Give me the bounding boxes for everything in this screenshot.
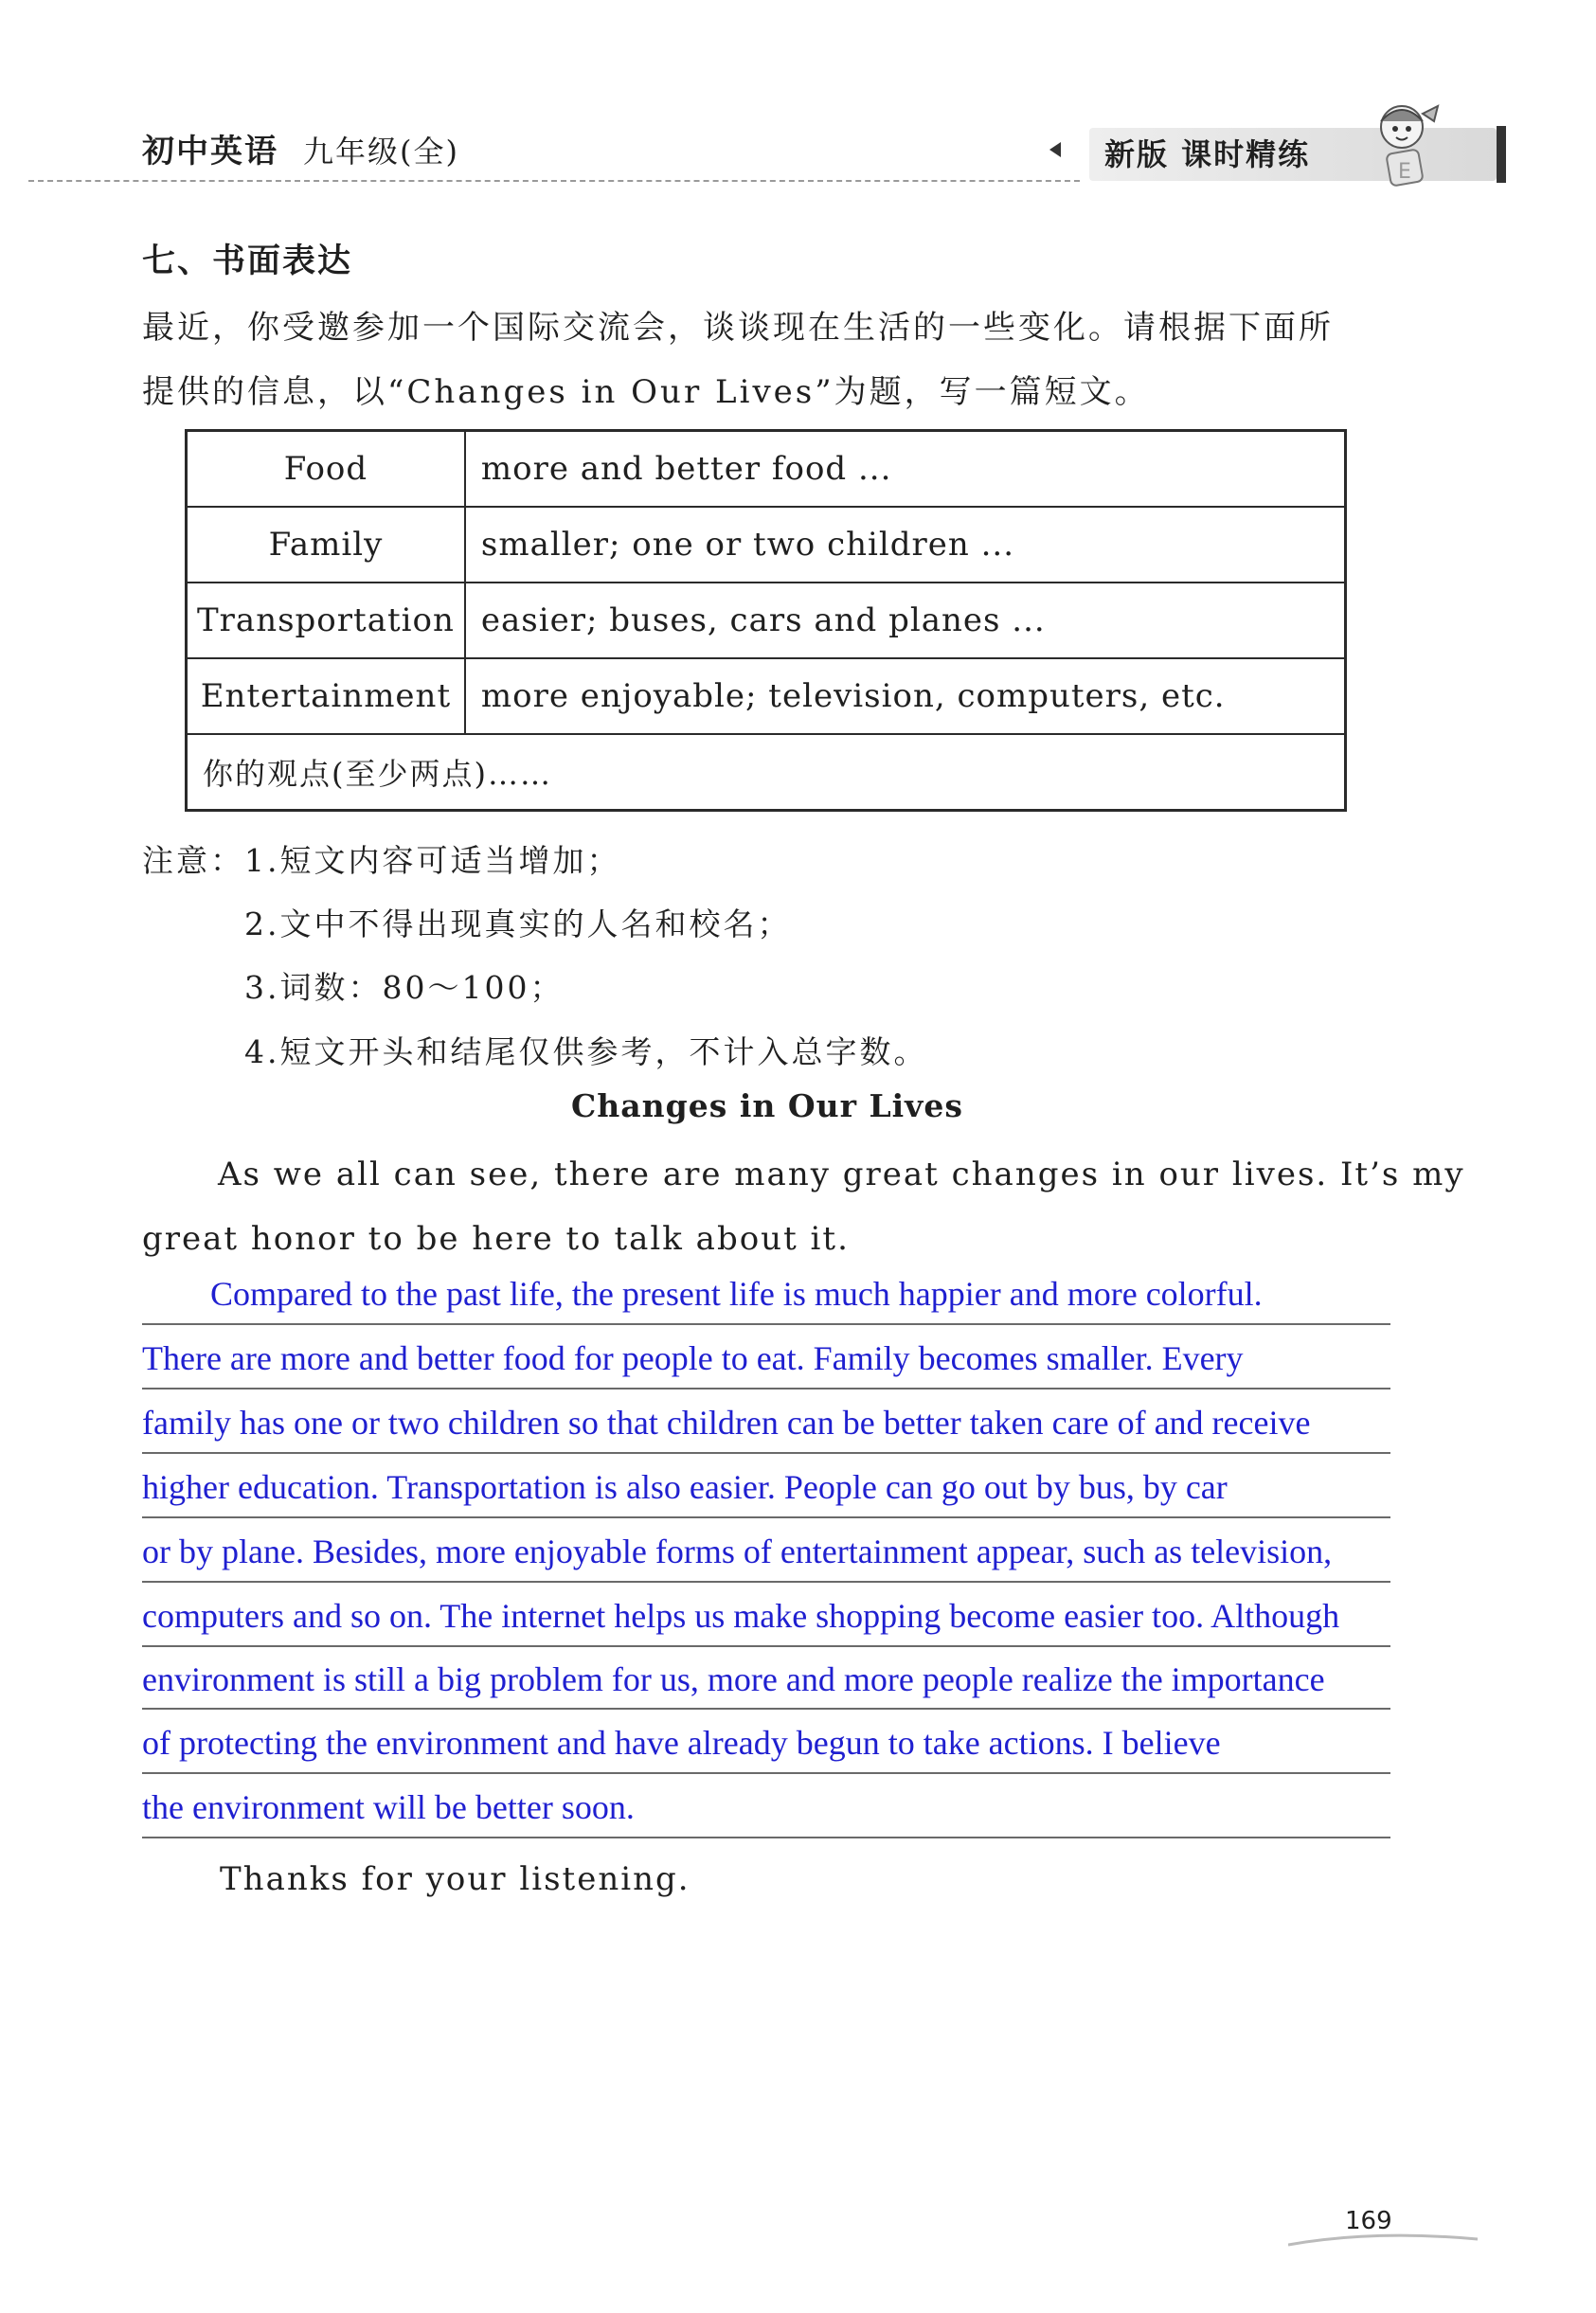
writing-rule (142, 1452, 1390, 1454)
essay-intro: great honor to be here to talk about it. (142, 1220, 850, 1258)
table-category: Family (187, 507, 465, 583)
instruction-line: 最近，你受邀参加一个国际交流会，谈谈现在生活的一些变化。请根据下面所 (142, 309, 1334, 347)
opinion-row: 你的观点(至少两点)…… (187, 734, 1346, 811)
book-header (142, 125, 459, 171)
table-details: easier; buses, cars and planes ... (465, 583, 1346, 658)
triangle-left-icon (1049, 142, 1061, 157)
series-banner: 新版 课时精练 (1089, 128, 1497, 181)
writing-rule (142, 1323, 1390, 1325)
table-category: Food (187, 431, 465, 508)
writing-rule (142, 1772, 1390, 1774)
page-swoosh-icon (1288, 2228, 1478, 2249)
table-row (187, 658, 1346, 734)
essay-closing: Thanks for your listening. (220, 1860, 690, 1898)
handwritten-line: higher education. Transportation is also easier. People can go out by bus, by car (142, 1468, 1228, 1506)
table-row (187, 583, 1346, 658)
header-edge-bar (1497, 126, 1506, 183)
table-details: more and better food ... (465, 431, 1346, 508)
handwritten-line: computers and so on. The internet helps us make shopping become easier too. Although (142, 1597, 1340, 1635)
handwritten-line: of protecting the environment and have already begun to take actions. I believe (142, 1724, 1221, 1762)
writing-rule (142, 1645, 1390, 1647)
table-category: Transportation (187, 583, 465, 658)
table-row (187, 734, 1346, 811)
writing-rule (142, 1708, 1390, 1710)
table-details: smaller; one or two children ... (465, 507, 1346, 583)
table-row (187, 507, 1346, 583)
writing-rule (142, 1581, 1390, 1583)
book-title: 初中英语 (142, 133, 278, 170)
page-number: 169 (1345, 2207, 1392, 2235)
essay-intro: As we all can see, there are many great changes in our lives. It’s my (218, 1156, 1465, 1193)
table-category: Entertainment (187, 658, 465, 734)
section-title: 七、书面表达 (142, 242, 353, 280)
mascot-icon (1364, 97, 1445, 188)
instruction-line: 提供的信息，以“Changes in Our Lives”为题，写一篇短文。 (142, 373, 1150, 411)
note-item: 4.短文开头和结尾仅供参考，不计入总字数。 (244, 1033, 928, 1070)
note-item: 2.文中不得出现真实的人名和校名； (244, 905, 792, 942)
handwritten-line: family has one or two children so that children can be better taken care of and receive (142, 1404, 1311, 1442)
handwritten-line: the environment will be better soon. (142, 1788, 635, 1826)
table-details: more enjoyable; television, computers, etc. (465, 658, 1346, 734)
grade-label: 九年级(全) (303, 134, 459, 170)
handwritten-line: Compared to the past life, the present life is much happier and more colorful. (210, 1275, 1263, 1313)
handwritten-line: or by plane. Besides, more enjoyable forms of entertainment appear, such as television, (142, 1533, 1333, 1570)
mascot-badge: E (1398, 160, 1411, 184)
writing-rule (142, 1837, 1390, 1838)
table-row (187, 431, 1346, 508)
essay-title: Changes in Our Lives (571, 1087, 963, 1124)
info-table (185, 429, 1347, 812)
writing-rule (142, 1516, 1390, 1518)
note-item: 3.词数：80～100； (244, 969, 565, 1006)
header-divider (28, 180, 1080, 182)
handwritten-line: There are more and better food for people to eat. Family becomes smaller. Every (142, 1339, 1244, 1377)
note-label: 注意：1.短文内容可适当增加； (142, 842, 621, 879)
handwritten-line: environment is still a big problem for us, more and more people realize the importance (142, 1660, 1325, 1698)
writing-rule (142, 1388, 1390, 1390)
